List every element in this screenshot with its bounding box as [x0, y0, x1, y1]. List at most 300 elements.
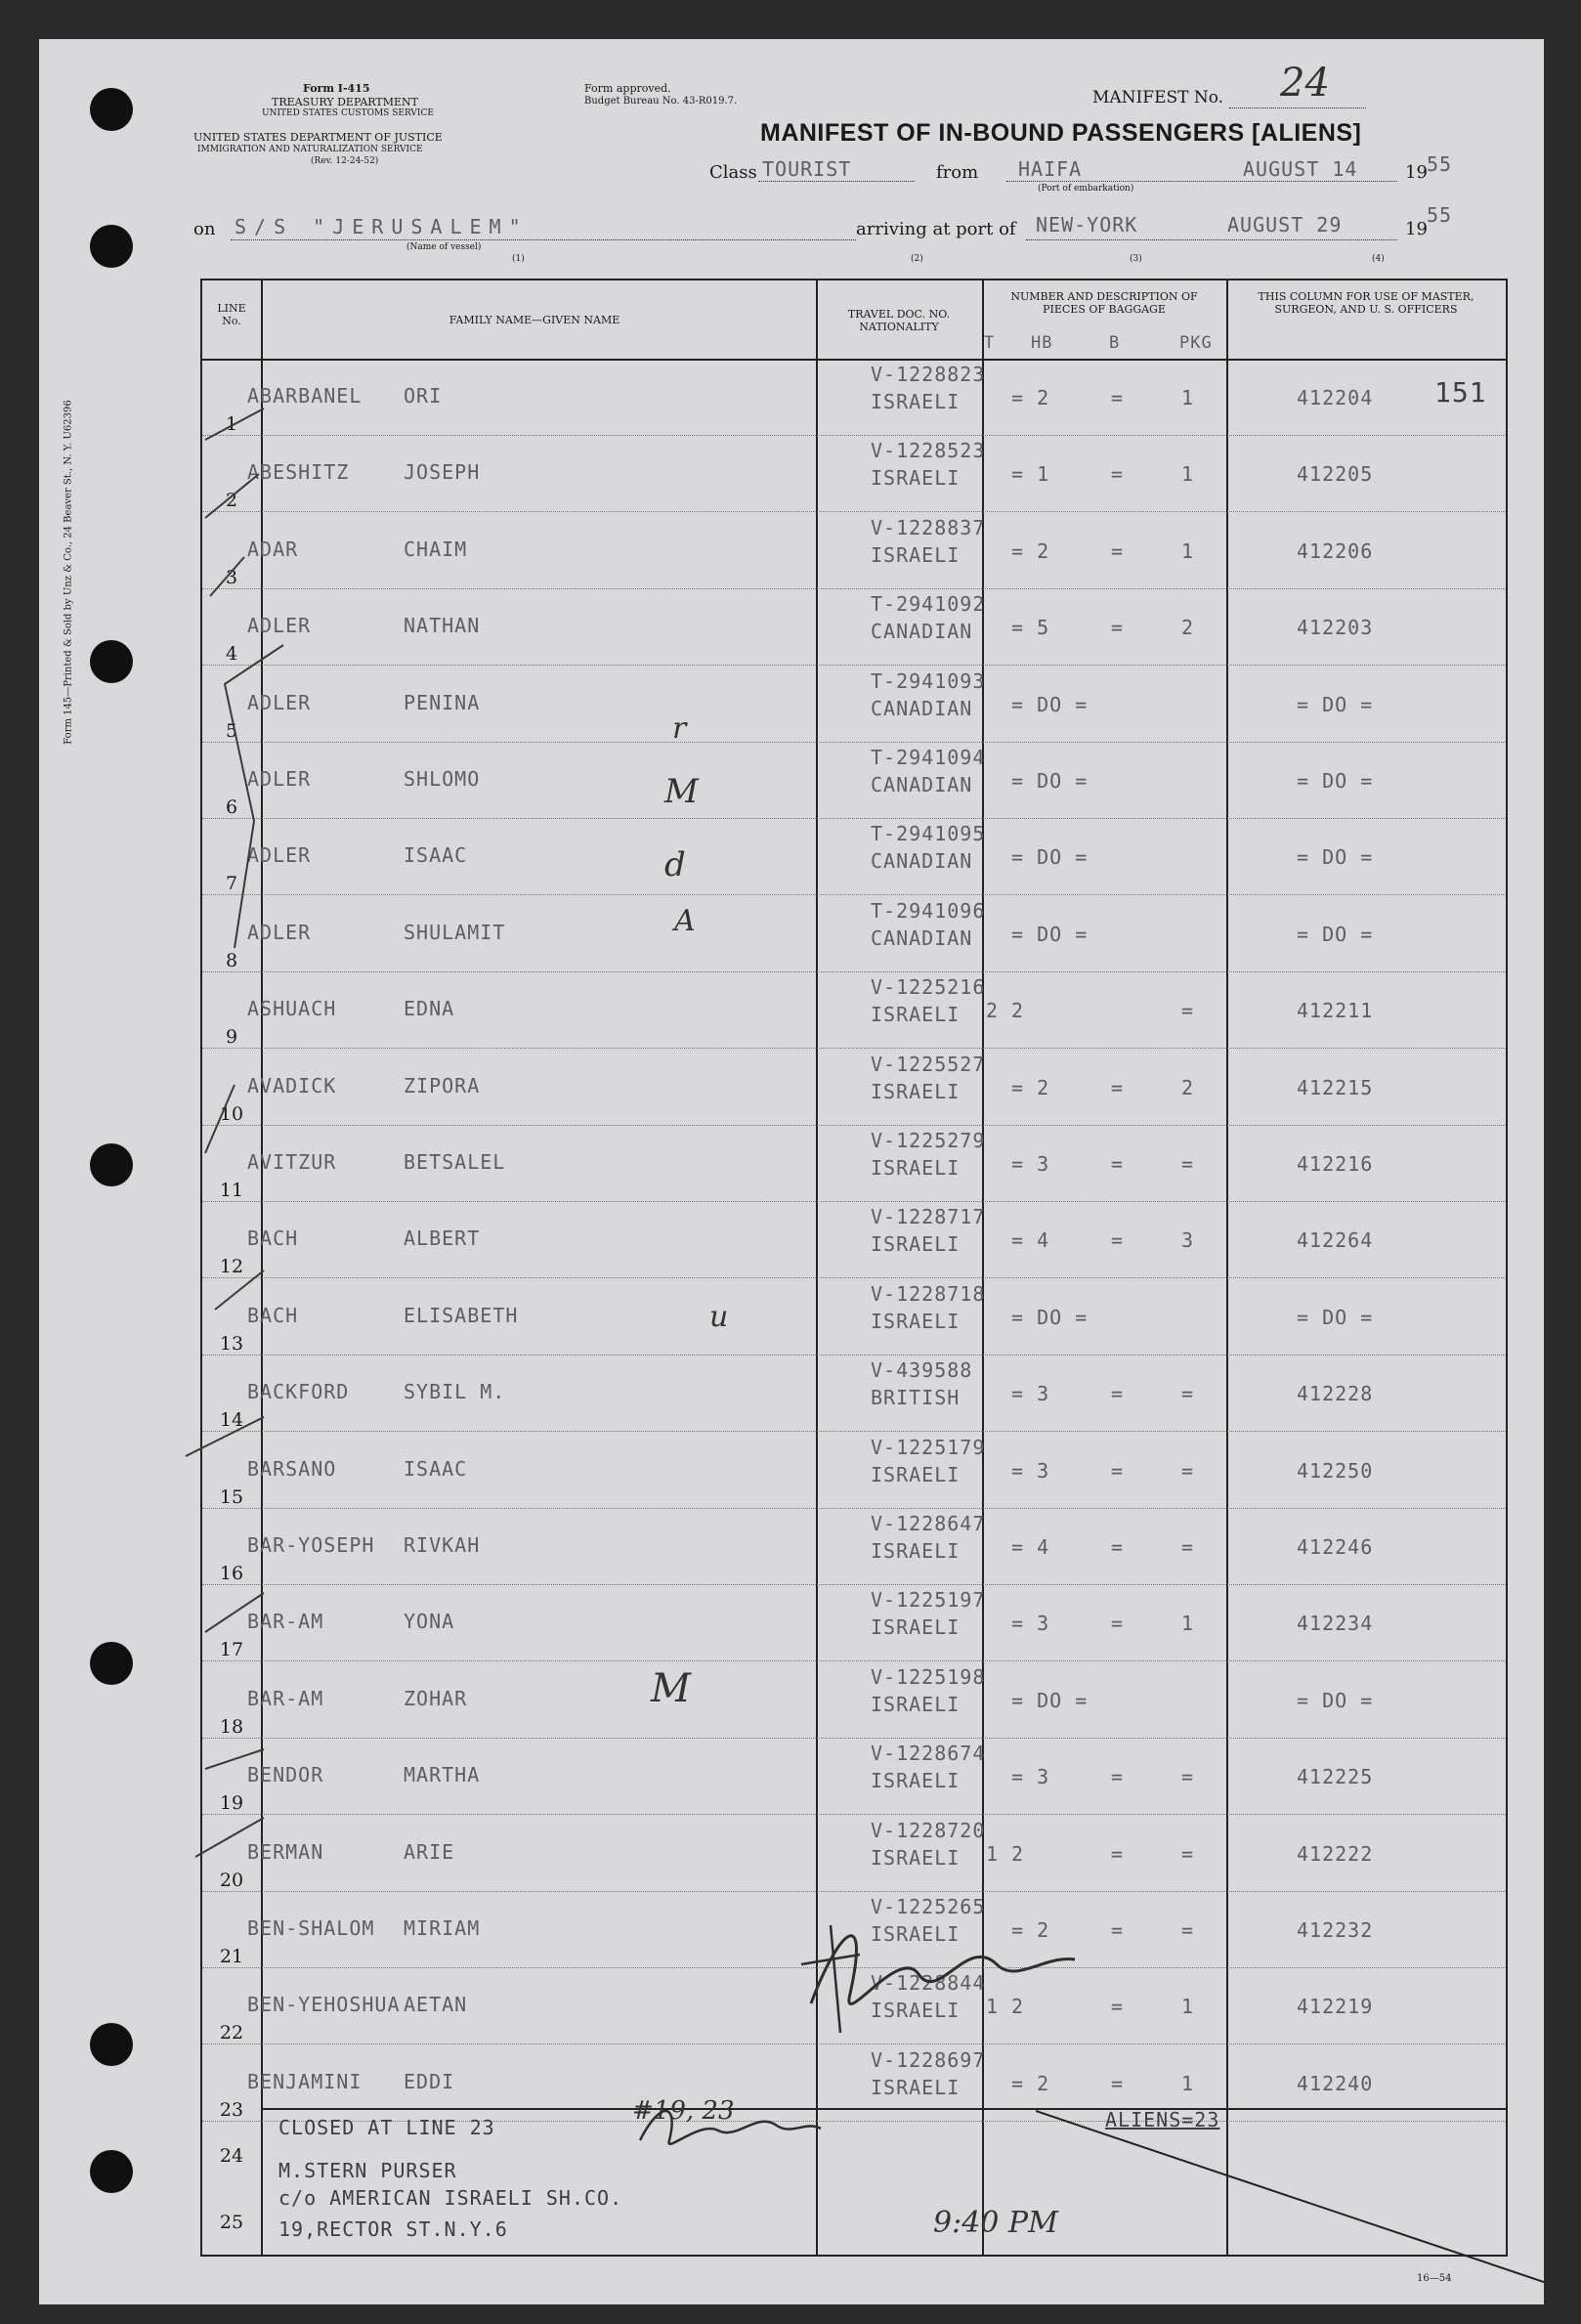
- binder-hole: [90, 1642, 133, 1685]
- family-name: ADLER: [247, 920, 312, 944]
- line-number: 22: [219, 2022, 244, 2044]
- column-ref-3: (3): [1130, 254, 1142, 264]
- travel-doc-number: V-1225179: [871, 1435, 986, 1459]
- family-name: ADAR: [247, 537, 299, 561]
- side-printer-note: Form 145—Printed & Sold by Unz & Co., 24 Beaver St., N. Y. U62396: [63, 400, 74, 745]
- baggage-b: =: [1111, 1995, 1125, 2019]
- row-rule: [202, 742, 1506, 743]
- nationality: ISRAELI: [871, 466, 961, 491]
- from-dots: [1006, 181, 1397, 182]
- baggage-b: =: [1111, 1535, 1125, 1559]
- row-rule: [202, 511, 1506, 512]
- given-name: ZIPORA: [404, 1073, 481, 1097]
- given-name: ALBERT: [404, 1227, 481, 1251]
- table-row: [202, 897, 1506, 973]
- embarkation-caption: (Port of embarkation): [1038, 184, 1134, 194]
- baggage-pkg: 1: [1181, 462, 1195, 487]
- family-name: BACKFORD: [247, 1380, 350, 1404]
- travel-doc-number: V-1228697: [871, 2047, 986, 2072]
- page-stamp: 151: [1434, 376, 1487, 409]
- vessel-caption: (Name of vessel): [406, 242, 482, 252]
- binder-hole: [90, 1143, 133, 1186]
- treasury-line: TREASURY DEPARTMENT: [272, 96, 418, 108]
- table-row: [202, 973, 1506, 1050]
- baggage-pkg: =: [1181, 1152, 1195, 1176]
- nationality: CANADIAN: [871, 696, 973, 720]
- baggage-b: =: [1111, 462, 1125, 487]
- family-name: BAR-AM: [247, 1610, 324, 1634]
- travel-doc-number: V-1225527: [871, 1052, 986, 1076]
- baggage-hb: = 4: [1011, 1535, 1050, 1559]
- baggage-hb: = 3: [1011, 1382, 1050, 1406]
- baggage-b: =: [1111, 616, 1125, 640]
- travel-doc-number: V-1225216: [871, 975, 986, 1000]
- family-name: BACH: [247, 1303, 299, 1327]
- arrival-dots: [1026, 239, 1397, 240]
- table-row: [202, 437, 1506, 513]
- baggage-hb: = DO =: [1011, 1305, 1089, 1329]
- budget-bureau: Budget Bureau No. 43-R019.7.: [584, 96, 738, 107]
- baggage-pkg: 3: [1181, 1228, 1195, 1253]
- family-name: AVITZUR: [247, 1150, 337, 1174]
- nationality: ISRAELI: [871, 1692, 961, 1716]
- baggage-hb: = DO =: [1011, 1688, 1089, 1712]
- baggage-b: =: [1111, 1075, 1125, 1099]
- officer-number: 412205: [1297, 462, 1374, 487]
- nationality: ISRAELI: [871, 1156, 961, 1180]
- justice-line: UNITED STATES DEPARTMENT OF JUSTICE: [193, 131, 443, 144]
- line-number: 24: [219, 2145, 244, 2167]
- purser-line: M.STERN PURSER: [278, 2159, 457, 2182]
- line-number: 23: [219, 2098, 244, 2121]
- initial-mark: A: [674, 904, 696, 938]
- travel-doc-number: V-1228717: [871, 1205, 986, 1229]
- officer-number: = DO =: [1297, 1305, 1374, 1329]
- baggage-hb: 2: [1011, 1841, 1025, 1866]
- row-rule: [202, 588, 1506, 589]
- table-row: [202, 1586, 1506, 1662]
- officer-number: 412234: [1297, 1612, 1374, 1636]
- binder-hole: [90, 225, 133, 268]
- line-number: 16: [219, 1563, 244, 1584]
- nationality: CANADIAN: [871, 773, 973, 796]
- baggage-hb: = 3: [1011, 1152, 1050, 1176]
- binder-hole: [90, 88, 133, 131]
- column-ref-2: (2): [911, 254, 923, 264]
- baggage-pkg: 2: [1181, 616, 1195, 640]
- row-rule: [202, 665, 1506, 666]
- row-rule: [202, 1508, 1506, 1509]
- vessel-name: S/S "JERUSALEM": [235, 215, 529, 238]
- baggage-pkg: =: [1181, 1918, 1195, 1942]
- row-rule: [202, 818, 1506, 819]
- given-name: SHULAMIT: [404, 920, 506, 944]
- depart-year: 55: [1427, 152, 1453, 176]
- col-header-officers: THIS COLUMN FOR USE OF MASTER, SURGEON, AND U. S. OFFICERS: [1258, 290, 1474, 316]
- binder-hole: [90, 2023, 133, 2066]
- line-number: 25: [219, 2212, 244, 2233]
- baggage-pkg: =: [1181, 1458, 1195, 1483]
- given-name: SHLOMO: [404, 767, 481, 791]
- baggage-pkg: =: [1181, 1765, 1195, 1789]
- baggage-hb: = 1: [1011, 462, 1050, 487]
- family-name: ASHUACH: [247, 997, 337, 1021]
- nationality: ISRAELI: [871, 1845, 961, 1870]
- baggage-hb: = 4: [1011, 1228, 1050, 1253]
- baggage-hb: = 3: [1011, 1458, 1050, 1483]
- given-name: EDDI: [404, 2069, 455, 2093]
- nationality: CANADIAN: [871, 620, 973, 644]
- officer-number: 412215: [1297, 1075, 1374, 1099]
- officer-number: 412204: [1297, 386, 1374, 409]
- initial-mark: r: [672, 711, 687, 746]
- given-name: MIRIAM: [404, 1916, 481, 1940]
- signature-scribble: [782, 1886, 1173, 2043]
- baggage-pkg: 1: [1181, 1995, 1195, 2019]
- family-name: ADLER: [247, 767, 312, 791]
- family-name: ABESHITZ: [247, 460, 350, 485]
- closed-line: CLOSED AT LINE 23: [278, 2116, 495, 2139]
- form-number: Form I-415: [303, 82, 370, 95]
- given-name: ISAAC: [404, 1456, 468, 1481]
- baggage-pkg: =: [1181, 1382, 1195, 1406]
- line-number: 17: [219, 1639, 244, 1661]
- col-header-line-no: LINE No.: [217, 302, 246, 327]
- given-name: YONA: [404, 1610, 455, 1634]
- family-name: ABARBANEL: [247, 384, 363, 408]
- table-row: [202, 1434, 1506, 1510]
- officer-number: 412250: [1297, 1458, 1374, 1483]
- initial-mark: d: [664, 845, 686, 884]
- nationality: ISRAELI: [871, 1232, 961, 1257]
- class-dots: [758, 181, 915, 182]
- baggage-pkg: 1: [1181, 538, 1195, 563]
- company-line: c/o AMERICAN ISRAELI SH.CO.: [278, 2186, 623, 2210]
- family-name: ADLER: [247, 843, 312, 868]
- nationality: ISRAELI: [871, 1999, 961, 2023]
- corner-code: 16—54: [1417, 2273, 1452, 2284]
- baggage-sub-b: B: [1109, 333, 1121, 353]
- travel-doc-number: V-1228720: [871, 1818, 986, 1842]
- given-name: JOSEPH: [404, 460, 481, 485]
- nationality: ISRAELI: [871, 1539, 961, 1563]
- travel-doc-number: V-1225198: [871, 1664, 986, 1689]
- baggage-hb: = 2: [1011, 1918, 1050, 1942]
- aliens-total: ALIENS=23: [1105, 2108, 1220, 2131]
- officer-number: 412203: [1297, 616, 1374, 640]
- travel-doc-number: T-2941095: [871, 822, 986, 846]
- travel-doc-number: V-1228823: [871, 363, 986, 386]
- line-number: 8: [225, 949, 238, 971]
- baggage-b: =: [1111, 1382, 1125, 1406]
- line-number: 15: [219, 1485, 244, 1508]
- officer-number: 412222: [1297, 1841, 1374, 1866]
- arrival-date: AUGUST 29: [1227, 213, 1343, 237]
- nationality: ISRAELI: [871, 1462, 961, 1486]
- baggage-b: =: [1111, 1612, 1125, 1636]
- arriving-label: arriving at port of: [856, 219, 1016, 239]
- baggage-b: =: [1111, 1228, 1125, 1253]
- baggage-t: 2: [986, 999, 1000, 1023]
- initial-mark: M: [651, 1666, 691, 1711]
- line-number: 2: [225, 490, 238, 512]
- officer-number: 412206: [1297, 538, 1374, 563]
- given-name: ISAAC: [404, 843, 468, 868]
- line-number: 14: [219, 1409, 244, 1432]
- nationality: CANADIAN: [871, 849, 973, 874]
- nationality: ISRAELI: [871, 1615, 961, 1640]
- baggage-hb: = 3: [1011, 1612, 1050, 1636]
- row-rule: [202, 1431, 1506, 1432]
- baggage-t: 1: [986, 1841, 1000, 1866]
- officer-number: = DO =: [1297, 922, 1374, 946]
- line-number: 19: [219, 1792, 244, 1815]
- officer-number: 412232: [1297, 1918, 1374, 1942]
- row-rule: [202, 1660, 1506, 1661]
- time-note: 9:40 PM: [933, 2206, 1058, 2240]
- binder-hole: [90, 640, 133, 683]
- depart-date: AUGUST 14: [1243, 157, 1358, 181]
- travel-doc-number: V-1228844: [871, 1971, 986, 1996]
- closed-note: #19, 23: [632, 2096, 735, 2126]
- baggage-b: =: [1111, 1152, 1125, 1176]
- row-rule: [202, 971, 1506, 972]
- baggage-hb: = 3: [1011, 1765, 1050, 1789]
- family-name: BAR-AM: [247, 1686, 324, 1710]
- baggage-hb: = 2: [1011, 386, 1050, 409]
- baggage-hb: = DO =: [1011, 769, 1089, 793]
- form-approved: Form approved.: [584, 82, 671, 95]
- table-row: [202, 1051, 1506, 1127]
- line-number: 6: [225, 796, 238, 818]
- diagonal-cancel-line: [1036, 2101, 1544, 2287]
- row-rule: [202, 1201, 1506, 1202]
- baggage-b: =: [1111, 1765, 1125, 1789]
- travel-doc-number: T-2941092: [871, 592, 986, 617]
- line-number: 7: [225, 873, 238, 895]
- row-rule: [202, 1584, 1506, 1585]
- table-row: [202, 820, 1506, 896]
- arrival-year: 55: [1427, 203, 1453, 227]
- given-name: BETSALEL: [404, 1150, 506, 1174]
- officer-number: = DO =: [1297, 1688, 1374, 1712]
- initial-mark: u: [709, 1300, 729, 1334]
- nationality: ISRAELI: [871, 390, 961, 413]
- baggage-hb: 2: [1011, 999, 1025, 1023]
- family-name: BACH: [247, 1227, 299, 1251]
- line-number: 10: [219, 1102, 244, 1125]
- given-name: ELISABETH: [404, 1303, 519, 1327]
- ins-line: IMMIGRATION AND NATURALIZATION SERVICE: [197, 145, 423, 154]
- travel-doc-number: V-1225279: [871, 1129, 986, 1152]
- table-row: [202, 1740, 1506, 1816]
- baggage-b: =: [1111, 2071, 1125, 2095]
- row-rule: [202, 1125, 1506, 1126]
- line-number: 11: [219, 1180, 244, 1201]
- col-header-baggage: NUMBER AND DESCRIPTION OF PIECES OF BAGGAGE: [1010, 290, 1198, 316]
- row-rule: [202, 1355, 1506, 1356]
- depart-year-prefix: 19: [1405, 162, 1428, 183]
- nationality: CANADIAN: [871, 925, 973, 950]
- baggage-b: =: [1111, 1918, 1125, 1942]
- given-name: PENINA: [404, 690, 481, 714]
- line-number: 5: [225, 719, 238, 742]
- officer-number: = DO =: [1297, 692, 1374, 716]
- family-name: BARSANO: [247, 1456, 337, 1481]
- travel-doc-number: V-1228674: [871, 1742, 986, 1766]
- family-name: BEN-YEHOSHUA: [247, 1993, 401, 2017]
- line-number: 1: [225, 413, 238, 435]
- baggage-sub-hb: HB: [1031, 333, 1053, 353]
- manifest-number: 24: [1280, 61, 1330, 106]
- baggage-hb: 2: [1011, 1995, 1025, 2019]
- travel-doc-number: V-1228647: [871, 1512, 986, 1535]
- baggage-pkg: 1: [1181, 1612, 1195, 1636]
- travel-doc-number: V-1228523: [871, 439, 986, 463]
- table-row: [202, 1817, 1506, 1893]
- line-number: 3: [225, 566, 238, 588]
- nationality: ISRAELI: [871, 542, 961, 567]
- column-ref-4: (4): [1372, 254, 1385, 264]
- given-name: SYBIL M.: [404, 1380, 506, 1404]
- table-row: [202, 1663, 1506, 1740]
- row-rule: [202, 894, 1506, 895]
- baggage-hb: = 2: [1011, 2071, 1050, 2095]
- manifest-sheet: [39, 39, 1544, 2304]
- table-row: [202, 1127, 1506, 1203]
- officer-number: 412216: [1297, 1152, 1374, 1176]
- baggage-b: =: [1111, 1841, 1125, 1866]
- family-name: ADLER: [247, 690, 312, 714]
- table-row: [202, 1280, 1506, 1356]
- arrival-port: NEW-YORK: [1036, 213, 1138, 237]
- nationality: ISRAELI: [871, 1922, 961, 1946]
- officer-number: = DO =: [1297, 845, 1374, 870]
- family-name: BERMAN: [247, 1839, 324, 1864]
- check-marks: [166, 401, 362, 1964]
- baggage-t: 1: [986, 1995, 1000, 2019]
- on-label: on: [193, 219, 216, 239]
- given-name: EDNA: [404, 997, 455, 1021]
- manifest-label: MANIFEST No.: [1092, 88, 1224, 108]
- line-number: 12: [219, 1256, 244, 1278]
- baggage-hb: = 5: [1011, 616, 1050, 640]
- baggage-b: =: [1111, 1458, 1125, 1483]
- purser-signature: [630, 2091, 826, 2160]
- given-name: MARTHA: [404, 1763, 481, 1787]
- class-value: TOURIST: [762, 157, 852, 181]
- table-row: [202, 1203, 1506, 1279]
- table-row: [202, 1510, 1506, 1586]
- family-name: BAR-YOSEPH: [247, 1533, 375, 1557]
- table-row: [202, 1356, 1506, 1433]
- from-label: from: [936, 162, 979, 183]
- line-number: 20: [219, 1869, 244, 1891]
- given-name: CHAIM: [404, 537, 468, 561]
- baggage-hb: = 2: [1011, 538, 1050, 563]
- col-header-name: FAMILY NAME—GIVEN NAME: [449, 314, 620, 326]
- manifest-title: MANIFEST OF IN-BOUND PASSENGERS [ALIENS]: [760, 119, 1362, 147]
- given-name: AETAN: [404, 1993, 468, 2017]
- table-row: [202, 590, 1506, 667]
- baggage-pkg: 2: [1181, 1075, 1195, 1099]
- nationality: ISRAELI: [871, 1309, 961, 1333]
- table-row: [202, 744, 1506, 820]
- col-header-travel-doc: TRAVEL DOC. NO. NATIONALITY: [847, 308, 951, 333]
- given-name: NATHAN: [404, 614, 481, 638]
- travel-doc-number: V-1228718: [871, 1281, 986, 1306]
- baggage-hb: = DO =: [1011, 845, 1089, 870]
- baggage-b: =: [1111, 386, 1125, 409]
- travel-doc-number: T-2941094: [871, 746, 986, 769]
- officer-number: 412228: [1297, 1382, 1374, 1406]
- binder-hole: [90, 2150, 133, 2193]
- row-rule: [202, 1048, 1506, 1049]
- given-name: ARIE: [404, 1839, 455, 1864]
- address-line: 19,RECTOR ST.N.Y.6: [278, 2217, 508, 2241]
- given-name: ORI: [404, 384, 443, 408]
- from-value: HAIFA: [1018, 157, 1083, 181]
- baggage-b: =: [1111, 538, 1125, 563]
- table-row: [202, 514, 1506, 590]
- nationality: ISRAELI: [871, 1003, 961, 1027]
- travel-doc-number: T-2941093: [871, 668, 986, 693]
- baggage-pkg: =: [1181, 1535, 1195, 1559]
- customs-line: UNITED STATES CUSTOMS SERVICE: [262, 108, 434, 118]
- nationality: ISRAELI: [871, 1079, 961, 1103]
- travel-doc-number: V-1225265: [871, 1895, 986, 1918]
- arrival-year-prefix: 19: [1405, 219, 1428, 239]
- officer-number: = DO =: [1297, 769, 1374, 793]
- nationality: ISRAELI: [871, 2075, 961, 2099]
- table-row: [202, 667, 1506, 744]
- line-number: 4: [225, 643, 238, 666]
- initial-mark: M: [664, 772, 699, 811]
- baggage-hb: = 2: [1011, 1075, 1050, 1099]
- baggage-hb: = DO =: [1011, 922, 1089, 946]
- baggage-pkg: =: [1181, 999, 1195, 1023]
- baggage-pkg: =: [1181, 1841, 1195, 1866]
- travel-doc-number: V-1225197: [871, 1588, 986, 1613]
- officer-number: 412225: [1297, 1765, 1374, 1789]
- nationality: ISRAELI: [871, 1769, 961, 1793]
- given-name: RIVKAH: [404, 1533, 481, 1557]
- baggage-pkg: 1: [1181, 2071, 1195, 2095]
- row-rule: [202, 1738, 1506, 1739]
- row-rule: [202, 1814, 1506, 1815]
- column-ref-1: (1): [512, 254, 525, 264]
- family-name: BENJAMINI: [247, 2069, 363, 2093]
- family-name: ADLER: [247, 614, 312, 638]
- officer-number: 412219: [1297, 1995, 1374, 2019]
- baggage-pkg: 1: [1181, 386, 1195, 409]
- line-number: 13: [219, 1332, 244, 1355]
- line-number: 18: [219, 1715, 244, 1738]
- travel-doc-number: V-439588: [871, 1358, 973, 1383]
- given-name: ZOHAR: [404, 1686, 468, 1710]
- baggage-sub-t: T: [984, 333, 996, 353]
- class-label: Class: [709, 162, 757, 183]
- revision-line: (Rev. 12-24-52): [311, 156, 379, 166]
- family-name: AVADICK: [247, 1073, 337, 1097]
- travel-doc-number: T-2941096: [871, 898, 986, 923]
- travel-doc-number: V-1228837: [871, 515, 986, 539]
- family-name: BEN-SHALOM: [247, 1916, 375, 1940]
- officer-number: 412211: [1297, 999, 1374, 1023]
- line-number: 9: [225, 1026, 238, 1049]
- baggage-hb: = DO =: [1011, 692, 1089, 716]
- vessel-dots: [231, 239, 856, 240]
